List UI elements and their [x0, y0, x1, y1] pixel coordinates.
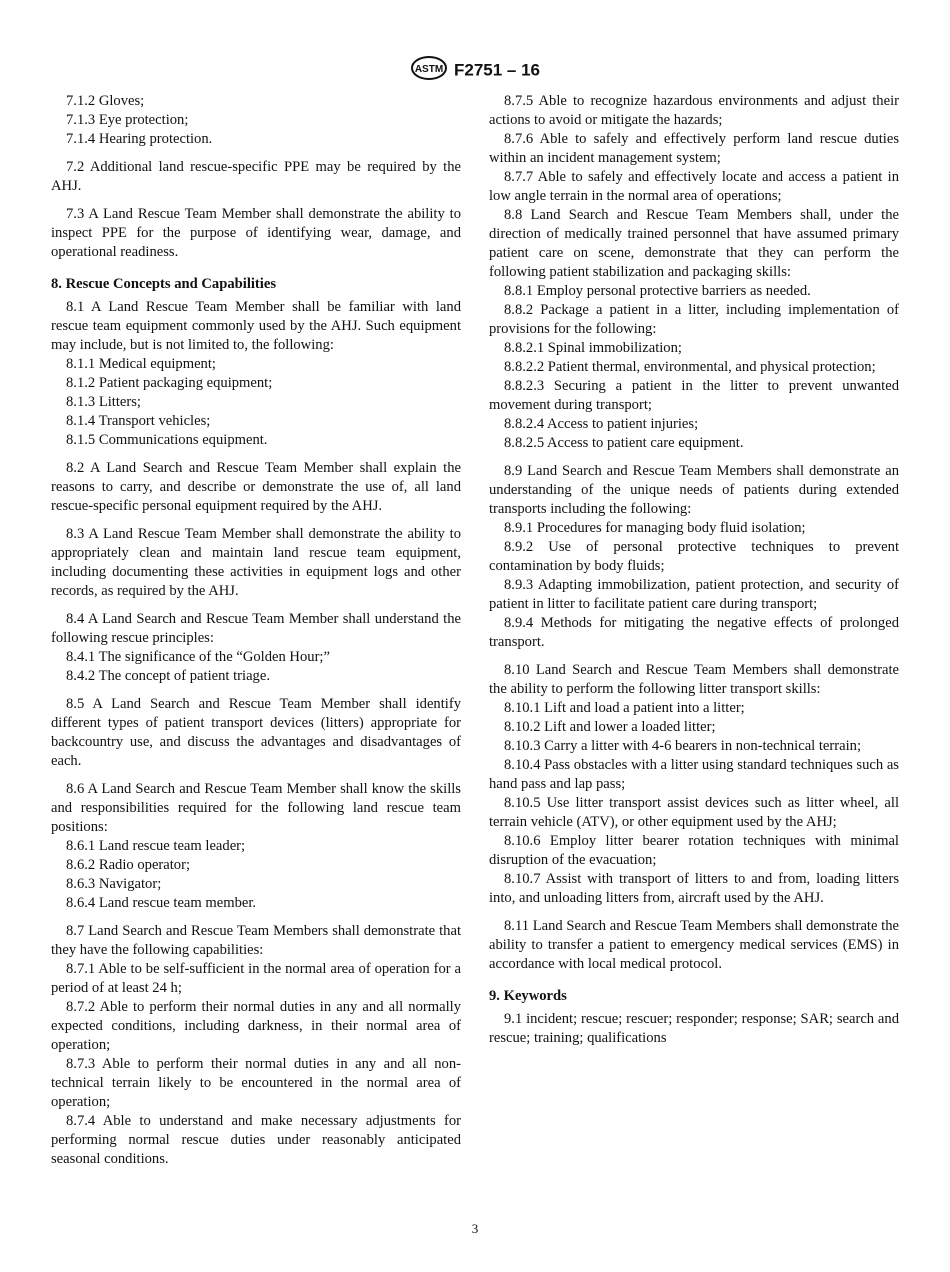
clause-7-3: 7.3 A Land Rescue Team Member shall demonstrate the ability to inspect PPE for the purpose of identifying wear, damage, and operational readiness.	[51, 206, 461, 260]
clause-8-9: 8.9 Land Search and Rescue Team Members shall demonstrate an understanding of the unique needs of patients during extended transports including the following:	[489, 463, 899, 517]
clause-7-2: 7.2 Additional land rescue-specific PPE may be required by the AHJ.	[51, 159, 461, 194]
right-column	[489, 92, 899, 1048]
astm-logo	[410, 56, 448, 85]
clause-8-6-4: 8.6.4 Land rescue team member.	[66, 895, 257, 911]
clause-8-10-6: 8.10.6 Employ litter bearer rotation techniques with minimal disruption of the evacuation;	[489, 833, 899, 868]
clause-8-7-6: 8.7.6 Able to safely and effectively perform land rescue duties within an incident management system;	[489, 131, 899, 166]
clause-8-2: 8.2 A Land Search and Rescue Team Member shall explain the reasons to carry, and describe or demonstrate the use of, all land rescue-specific personal equipment required by the AHJ.	[51, 460, 461, 514]
page-header	[0, 56, 950, 85]
clause-8-8-2-4: 8.8.2.4 Access to patient injuries;	[504, 416, 699, 432]
clause-8-8: 8.8 Land Search and Rescue Team Members shall, under the direction of medically trained personnel that have assumed primary patient care on scene, demonstrate that they can perform the following patient stabilization and packaging skills:	[489, 207, 899, 280]
clause-8-7-4: 8.7.4 Able to understand and make necessary adjustments for performing normal rescue duties under reasonably anticipated seasonal conditions.	[51, 1113, 461, 1167]
clause-8-6-3: 8.6.3 Navigator;	[66, 876, 162, 892]
clause-8-11: 8.11 Land Search and Rescue Team Members shall demonstrate the ability to transfer a patient to emergency medical services (EMS) in accordance with local medical protocol.	[489, 918, 899, 972]
clause-8-10: 8.10 Land Search and Rescue Team Members shall demonstrate the ability to perform the following litter transport skills:	[489, 662, 899, 697]
clause-8-6-2: 8.6.2 Radio operator;	[66, 857, 191, 873]
clause-8-8-2: 8.8.2 Package a patient in a litter, including implementation of provisions for the following:	[489, 302, 899, 337]
section-heading-9: 9. Keywords	[489, 988, 567, 1004]
clause-8-7-2: 8.7.2 Able to perform their normal duties in any and all normally expected conditions, including darkness, in their normal area of operation;	[51, 999, 461, 1053]
clause-7-1-3: 7.1.3 Eye protection;	[66, 112, 189, 128]
clause-8-10-5: 8.10.5 Use litter transport assist devices such as litter wheel, all terrain vehicle (ATV), or other equipment used by the AHJ;	[489, 795, 899, 830]
clause-8-7-1: 8.7.1 Able to be self-sufficient in the normal area of operation for a period of at least 24 h;	[51, 961, 461, 996]
clause-8-1-1: 8.1.1 Medical equipment;	[66, 356, 216, 372]
clause-8-8-2-2: 8.8.2.2 Patient thermal, environmental, and physical protection;	[504, 359, 876, 375]
standard-designation: F2751 – 16	[453, 60, 540, 80]
clause-8-1: 8.1 A Land Rescue Team Member shall be familiar with land rescue team equipment commonly used by the AHJ. Such equipment may include, but is not limited to, the following:	[51, 299, 461, 353]
clause-8-6-1: 8.6.1 Land rescue team leader;	[66, 838, 246, 854]
clause-8-10-2: 8.10.2 Lift and lower a loaded litter;	[504, 719, 716, 735]
clause-7-1-4: 7.1.4 Hearing protection.	[66, 131, 213, 147]
clause-7-1-2: 7.1.2 Gloves;	[66, 93, 145, 109]
clause-8-7: 8.7 Land Search and Rescue Team Members shall demonstrate that they have the following capabilities:	[51, 923, 461, 958]
svg-text:ASTM: ASTM	[414, 64, 444, 75]
clause-8-10-3: 8.10.3 Carry a litter with 4-6 bearers in non-technical terrain;	[504, 738, 862, 754]
clause-8-4-2: 8.4.2 The concept of patient triage.	[66, 668, 270, 684]
clause-8-7-3: 8.7.3 Able to perform their normal duties in any and all non-technical terrain likely to be encountered in the normal area of operation;	[51, 1056, 461, 1110]
page-number: 3	[471, 1221, 479, 1236]
clause-8-10-7: 8.10.7 Assist with transport of litters to and from, loading litters into, and unloading litters from, aircraft used by the AHJ.	[489, 871, 899, 906]
clause-8-4-1: 8.4.1 The significance of the “Golden Hour;”	[66, 649, 330, 665]
clause-8-9-3: 8.9.3 Adapting immobilization, patient protection, and security of patient in litter to facilitate patient care during transport;	[489, 577, 899, 612]
clause-8-4: 8.4 A Land Search and Rescue Team Member shall understand the following rescue principles:	[51, 611, 461, 646]
clause-8-6: 8.6 A Land Search and Rescue Team Member shall know the skills and responsibilities required for the following land rescue team positions:	[51, 781, 461, 835]
clause-8-5: 8.5 A Land Search and Rescue Team Member shall identify different types of patient transport devices (litters) appropriate for backcountry use, and discuss the advantages and disadvantages of each.	[51, 696, 461, 769]
clause-8-1-3: 8.1.3 Litters;	[66, 394, 141, 410]
clause-8-10-4: 8.10.4 Pass obstacles with a litter using standard techniques such as hand pass and lap pass;	[489, 757, 899, 792]
clause-8-8-2-3: 8.8.2.3 Securing a patient in the litter to prevent unwanted movement during transport;	[489, 378, 899, 413]
clause-8-10-1: 8.10.1 Lift and load a patient into a litter;	[504, 700, 745, 716]
clause-8-8-2-1: 8.8.2.1 Spinal immobilization;	[504, 340, 682, 356]
clause-8-3: 8.3 A Land Rescue Team Member shall demonstrate the ability to appropriately clean and maintain land rescue team equipment, including documenting these activities in equipment logs and other records, as required by the AHJ.	[51, 526, 461, 599]
clause-8-1-2: 8.1.2 Patient packaging equipment;	[66, 375, 273, 391]
clause-9-1: 9.1 incident; rescue; rescuer; responder; response; SAR; search and rescue; training; qualifications	[489, 1011, 899, 1046]
clause-8-8-1: 8.8.1 Employ personal protective barriers as needed.	[504, 283, 811, 299]
clause-8-1-4: 8.1.4 Transport vehicles;	[66, 413, 211, 429]
clause-8-9-4: 8.9.4 Methods for mitigating the negative effects of prolonged transport.	[489, 615, 899, 650]
clause-8-8-2-5: 8.8.2.5 Access to patient care equipment.	[504, 435, 744, 451]
section-heading-8: 8. Rescue Concepts and Capabilities	[51, 276, 276, 292]
left-column	[51, 92, 461, 1169]
clause-8-1-5: 8.1.5 Communications equipment.	[66, 432, 268, 448]
clause-8-9-2: 8.9.2 Use of personal protective techniques to prevent contamination by body fluids;	[489, 539, 899, 574]
clause-8-7-7: 8.7.7 Able to safely and effectively locate and access a patient in low angle terrain in the normal area of operations;	[489, 169, 899, 204]
clause-8-7-5: 8.7.5 Able to recognize hazardous environments and adjust their actions to avoid or mitigate the hazards;	[489, 93, 899, 128]
clause-8-9-1: 8.9.1 Procedures for managing body fluid isolation;	[504, 520, 806, 536]
